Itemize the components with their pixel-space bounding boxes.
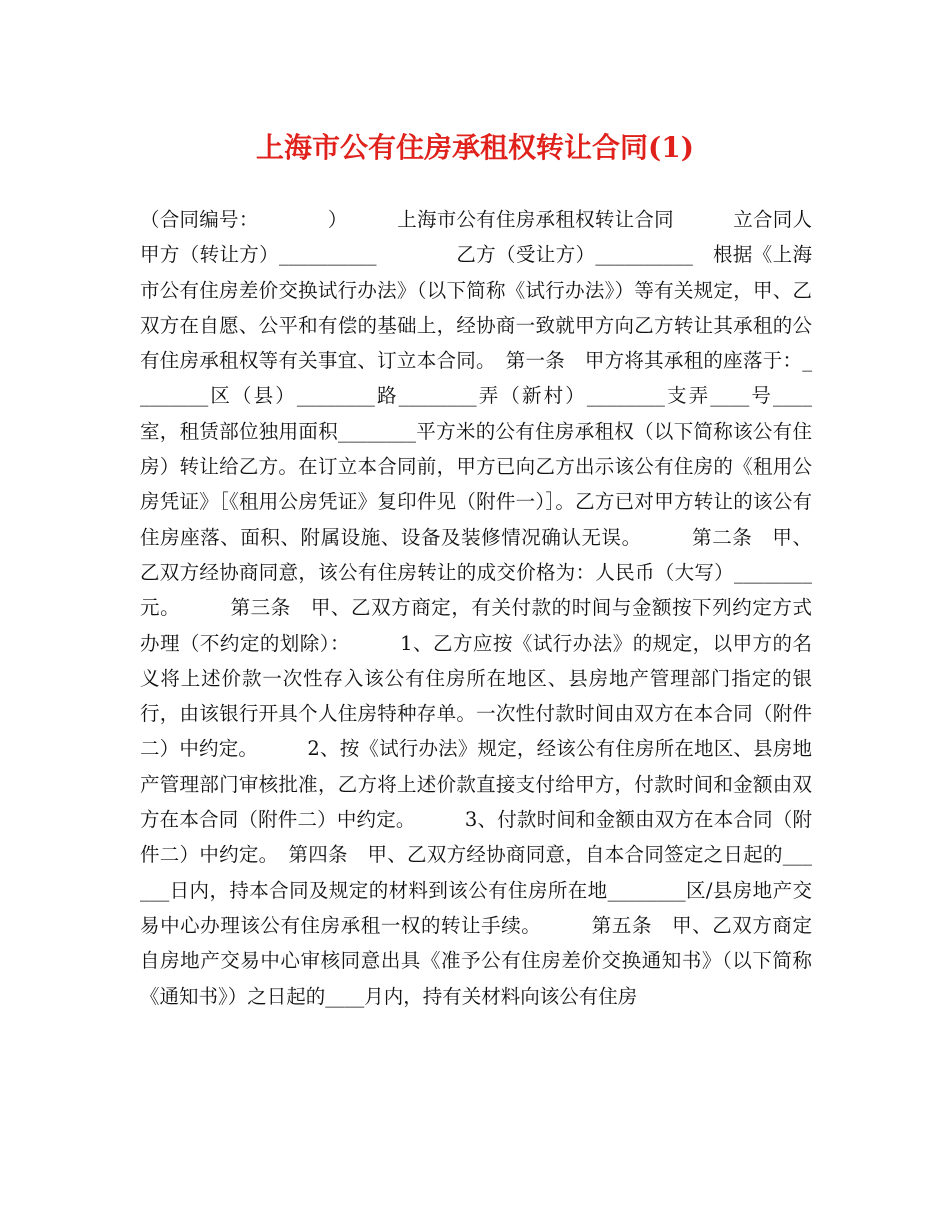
- contract-body-text: （合同编号： ） 上海市公有住房承租权转让合同 立合同人 甲方（转让方）__________ 乙方（受让方）__________ 根据《上海市公有住房差价交换试行办法》（以下简称《试行办法》）等有关规定，甲、乙双方在自愿、公平和有偿的基础上，经协商一致就甲方向乙方转让其承租的公有住房承租权等有关事宜、订立本合同。 第一条 甲方将其承租的座落于：________区（县）________路________弄（新村）________支弄____号____室，租赁部位独用面积________平方米的公有住房承租权（以下简称该公有住房）转让给乙方。在订立本合同前，甲方已向乙方出示该公有住房的《租用公房凭证》［《租用公房凭证》复印件见（附件一）］。乙方已对甲方转让的该公有住房座落、面积、附属设施、设备及装修情况确认无误。 第二条 甲、乙双方经协商同意，该公有住房转让的成交价格为：人民币（大写）________元。 第三条 甲、乙双方商定，有关付款的时间与金额按下列约定方式办理（不约定的划除）： 1、乙方应按《试行办法》的规定，以甲方的名义将上述价款一次性存入该公有住房所在地区、县房地产管理部门指定的银行，由该银行开具个人住房特种存单。一次性付款时间由双方在本合同（附件二）中约定。 2、按《试行办法》规定，经该公有住房所在地区、县房地产管理部门审核批准，乙方将上述价款直接支付给甲方，付款时间和金额由双方在本合同（附件二）中约定。 3、付款时间和金额由双方在本合同（附件二）中约定。 第四条 甲、乙双方经协商同意，自本合同签定之日起的______日内，持本合同及规定的材料到该公有住房所在地________区/县房地产交易中心办理该公有住房承租一权的转让手续。 第五条 甲、乙双方商定自房地产交易中心审核同意出具《准予公有住房差价交换通知书》（以下简称《通知书》）之日起的____月内，持有关材料向该公有住房: [140, 208, 871, 1008]
- page-title: 上海市公有住房承租权转让合同(1): [256, 131, 694, 164]
